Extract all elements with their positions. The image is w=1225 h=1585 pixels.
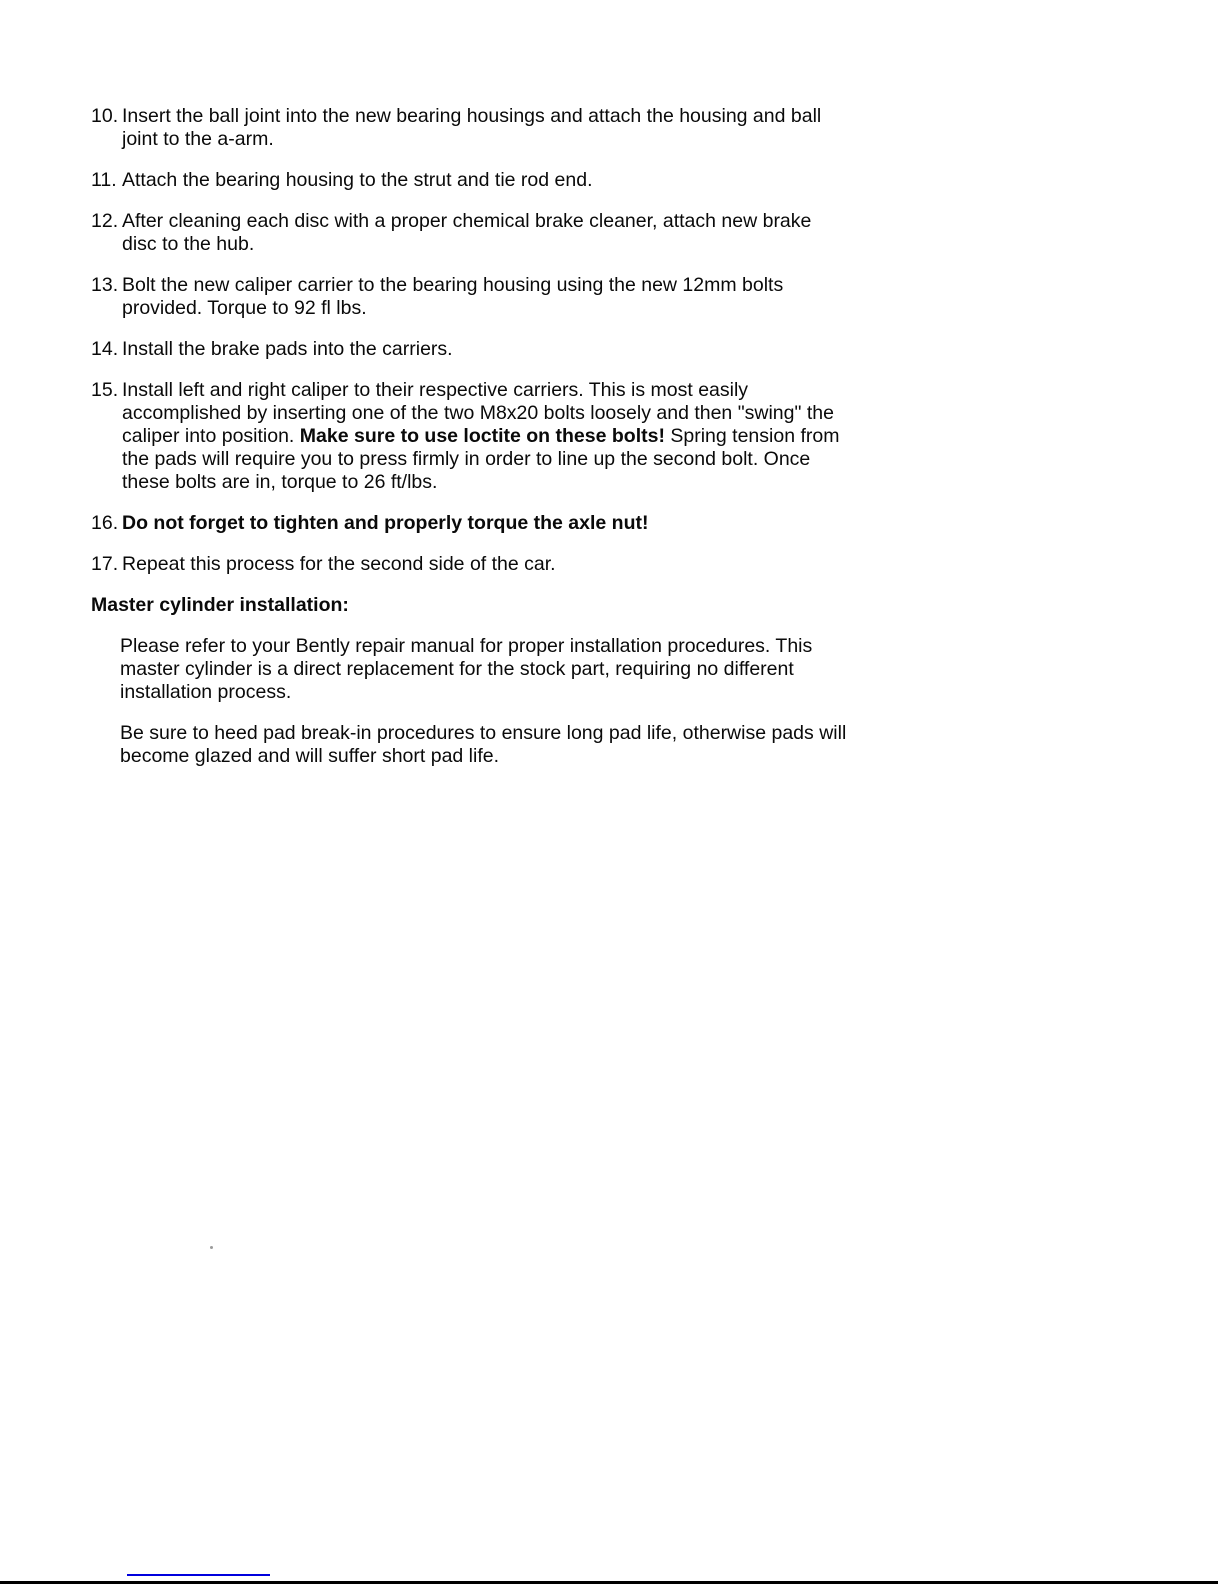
item-line-bold-segment: Make sure to use loctite on these bolts! [299, 425, 665, 447]
item-text [122, 512, 1131, 535]
item-text [122, 338, 1131, 361]
document-body [91, 105, 1131, 786]
item-line: Do not forget to tighten and properly torque the axle nut! [122, 512, 649, 534]
item-line: Bolt the new caliper carrier to the bearing housing using the new 12mm bolts [122, 274, 784, 296]
instruction-item-11 [91, 169, 1131, 192]
item-text [122, 169, 1131, 192]
item-line: Install the brake pads into the carriers. [122, 338, 453, 360]
section-heading: Master cylinder installation: [91, 594, 349, 616]
instruction-item-14 [91, 338, 1131, 361]
item-number: 14. [91, 338, 119, 360]
instruction-item-17 [91, 553, 1131, 576]
item-number: 15. [91, 379, 119, 401]
item-text [122, 553, 1131, 576]
item-line: Attach the bearing housing to the strut and tie rod end. [122, 169, 593, 191]
footer-rule [0, 1581, 1218, 1584]
item-line: accomplished by inserting one of the two M8x20 bolts loosely and then "swing" the [122, 402, 834, 424]
scan-artifact-dot [210, 1246, 213, 1249]
footer-link-underline[interactable] [127, 1574, 270, 1576]
item-text [122, 379, 1131, 494]
item-text [122, 210, 1131, 256]
instruction-item-12 [91, 210, 1131, 256]
item-text [122, 274, 1131, 320]
instruction-item-10 [91, 105, 1131, 151]
item-line: After cleaning each disc with a proper chemical brake cleaner, attach new brake [122, 210, 812, 232]
item-line: disc to the hub. [122, 233, 255, 255]
item-number: 16. [91, 512, 119, 534]
item-line-segment: Spring tension from [664, 425, 840, 447]
item-line: Install left and right caliper to their respective carriers. This is most easily [122, 379, 749, 401]
item-line: these bolts are in, torque to 26 ft/lbs. [122, 471, 438, 493]
item-number: 13. [91, 274, 119, 296]
paragraph [120, 722, 1131, 768]
item-line: Repeat this process for the second side of the car. [122, 553, 556, 575]
instruction-item-16 [91, 512, 1131, 535]
item-number: 17. [91, 553, 119, 575]
paragraph-line: master cylinder is a direct replacement for the stock part, requiring no different [120, 658, 794, 680]
instruction-item-15 [91, 379, 1131, 494]
item-text [122, 105, 1131, 151]
item-line: joint to the a-arm. [122, 128, 274, 150]
paragraph-line: Please refer to your Bently repair manual for proper installation procedures. This [120, 635, 813, 657]
item-line [122, 425, 1131, 448]
item-line: Insert the ball joint into the new bearing housings and attach the housing and ball [122, 105, 822, 127]
item-number: 10. [91, 105, 119, 127]
instruction-item-13 [91, 274, 1131, 320]
item-line: provided. Torque to 92 fl lbs. [122, 297, 367, 319]
item-line-segment: caliper into position. [122, 425, 300, 447]
item-line: the pads will require you to press firmly in order to line up the second bolt. Once [122, 448, 811, 470]
paragraph-line: Be sure to heed pad break-in procedures to ensure long pad life, otherwise pads will [120, 722, 847, 744]
paragraph [120, 635, 1131, 704]
paragraph-line: become glazed and will suffer short pad life. [120, 745, 500, 767]
paragraph-line: installation process. [120, 681, 292, 703]
item-number: 11. [91, 169, 117, 191]
item-number: 12. [91, 210, 119, 232]
